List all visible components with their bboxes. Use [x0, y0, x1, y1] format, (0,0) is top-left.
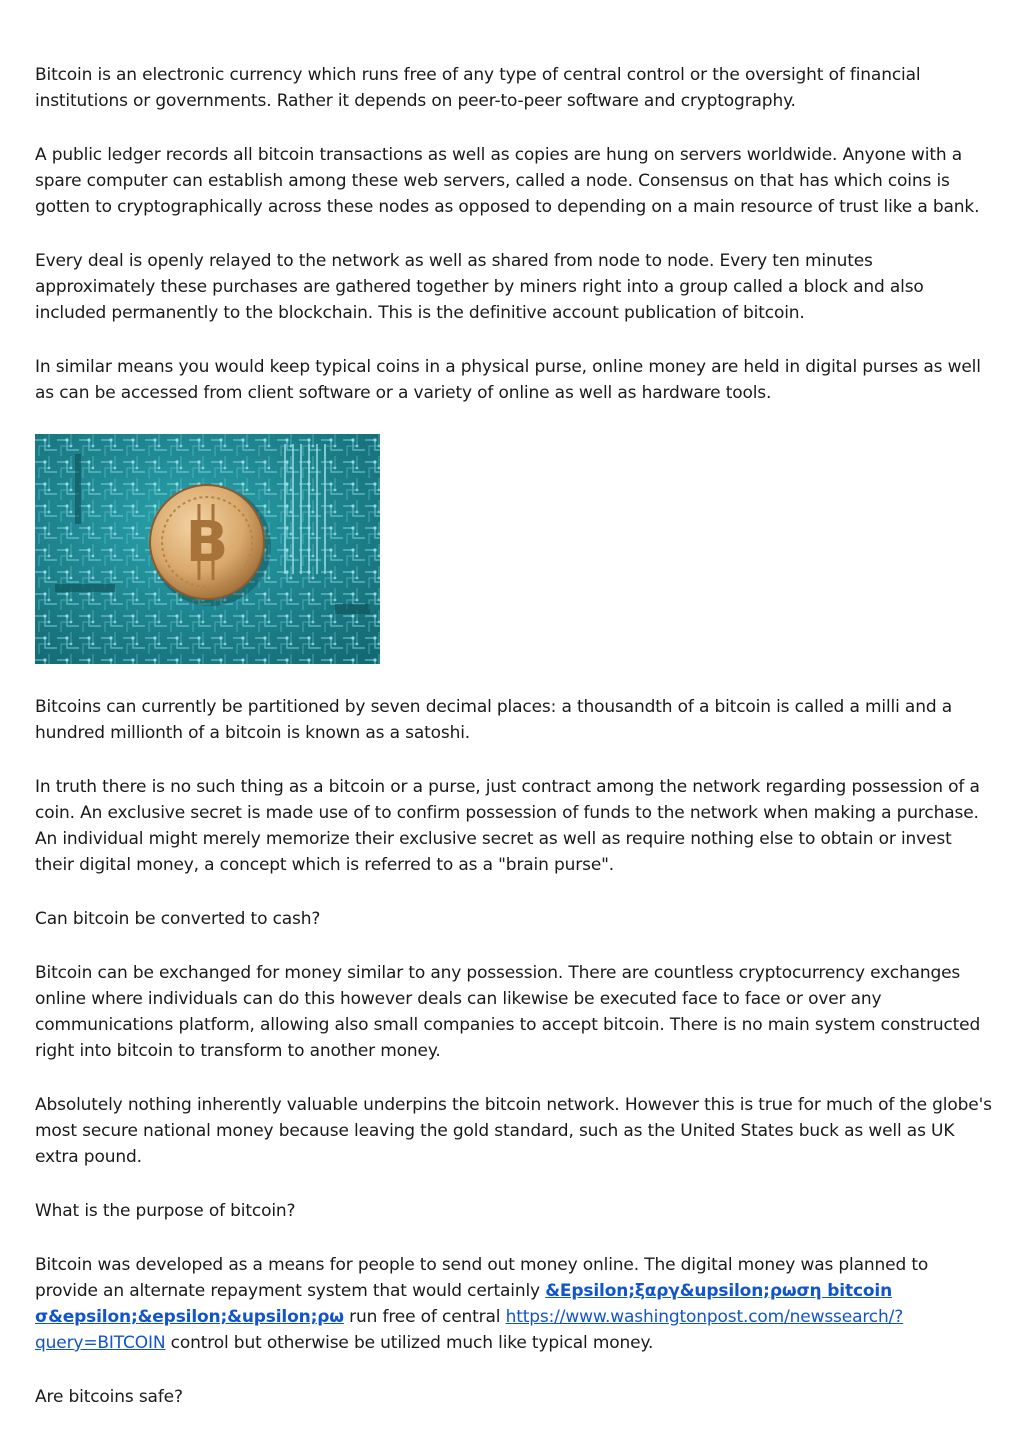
paragraph: Absolutely nothing inherently valuable underpins the bitcoin network. However this is true for much of the globe's most secure national money because leaving the gold standard, such as the United States buck as well as UK extra pound.	[35, 1095, 992, 1167]
paragraph: A public ledger records all bitcoin transactions as well as copies are hung on servers worldwide. Anyone with a spare computer can establish among these web servers, called a node. Consensus on that has which coins is gotten to cryptographically across these nodes as opposed to depending on a main resource of trust like a bank.	[35, 145, 980, 217]
paragraph: Bitcoin can be exchanged for money similar to any possession. There are countless cryptocurrency exchanges online where individuals can do this however deals can likewise be executed face to face or over any communications platform, allowing also small companies to accept bitcoin. There is no main system constructed right into bitcoin to transform to another money.	[35, 963, 981, 1061]
washingtonpost-search-link[interactable]: https://www.washingtonpost.com/newssearch/?query=BITCOIN	[35, 1307, 904, 1353]
question-heading: Are bitcoins safe?	[35, 1387, 183, 1407]
paragraph: Every deal is openly relayed to the network as well as shared from node to node. Every ten minutes approximately these purchases are gathered together by miners right into a group called a block and also included permanently to the blockchain. This is the definitive account publication of bitcoin.	[35, 251, 924, 323]
exchange-bitcoin-link[interactable]: &Epsilon;ξαργ&upsilon;ρωση bitcoin σ&epsilon;&epsilon;&upsilon;ρω	[35, 1281, 893, 1327]
question-heading: What is the purpose of bitcoin?	[35, 1201, 296, 1221]
paragraph-with-links	[35, 1252, 995, 1356]
paragraph: In truth there is no such thing as a bitcoin or a purse, just contract among the network regarding possession of a coin. An exclusive secret is made use of to confirm possession of funds to the network when making a purchase. An individual might merely memorize their exclusive secret as well as require nothing else to obtain or invest their digital money, a concept which is referred to as a "brain purse".	[35, 777, 980, 875]
paragraph: Bitcoins can currently be partitioned by seven decimal places: a thousandth of a bitcoin is called a milli and a hundred millionth of a bitcoin is known as a satoshi.	[35, 697, 952, 743]
paragraph-text: control but otherwise be utilized much like typical money.	[165, 1333, 654, 1353]
paragraph-text: Bitcoin was developed as a means for people to send out money online. The digital money was planned to provide an alternate repayment system that would certainly	[35, 1255, 929, 1301]
bitcoin-circuit-image	[35, 434, 380, 664]
question-heading: Can bitcoin be converted to cash?	[35, 909, 321, 929]
paragraph-text: run free of central	[343, 1307, 506, 1327]
paragraph: In similar means you would keep typical coins in a physical purse, online money are held in digital purses as well as can be accessed from client software or a variety of online as well as hardware tools.	[35, 357, 981, 403]
paragraph: Bitcoin is an electronic currency which runs free of any type of central control or the oversight of financial institutions or governments. Rather it depends on peer-to-peer software and cryptography.	[35, 65, 921, 111]
article-body	[35, 62, 995, 1438]
svg-text:B: B	[185, 510, 229, 575]
